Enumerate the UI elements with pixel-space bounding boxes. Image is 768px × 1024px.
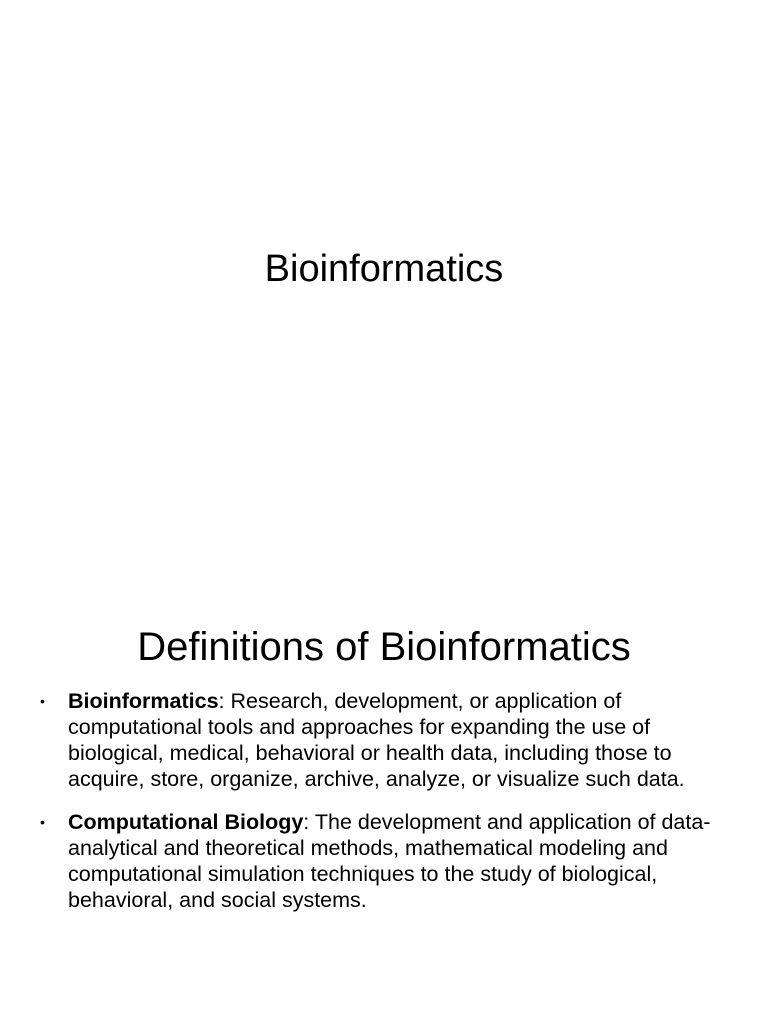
definition-list xyxy=(40,688,740,930)
definition-text: : The development and application of data-analytical and theoretical methods, mathematical modeling and computational simulation techniques to the study of biological, behavioral, and social systems. xyxy=(68,810,711,912)
definition-term: Bioinformatics xyxy=(68,689,219,713)
definition-term: Computational Biology xyxy=(68,810,304,834)
bullet-icon: • xyxy=(40,693,45,709)
definition-item-bioinformatics xyxy=(40,688,740,792)
slide-title-bioinformatics: Bioinformatics xyxy=(264,248,504,290)
definition-item-computational-biology xyxy=(40,809,740,913)
bullet-icon: • xyxy=(40,814,45,830)
definition-text: : Research, development, or application of computational tools and approaches for expanding the use of biological, medical, behavioral or health data, including those to acquire, store, organize, archive, analyze, or visualize such data. xyxy=(68,689,685,791)
slide-title-definitions: Definitions of Bioinformatics xyxy=(137,625,631,669)
